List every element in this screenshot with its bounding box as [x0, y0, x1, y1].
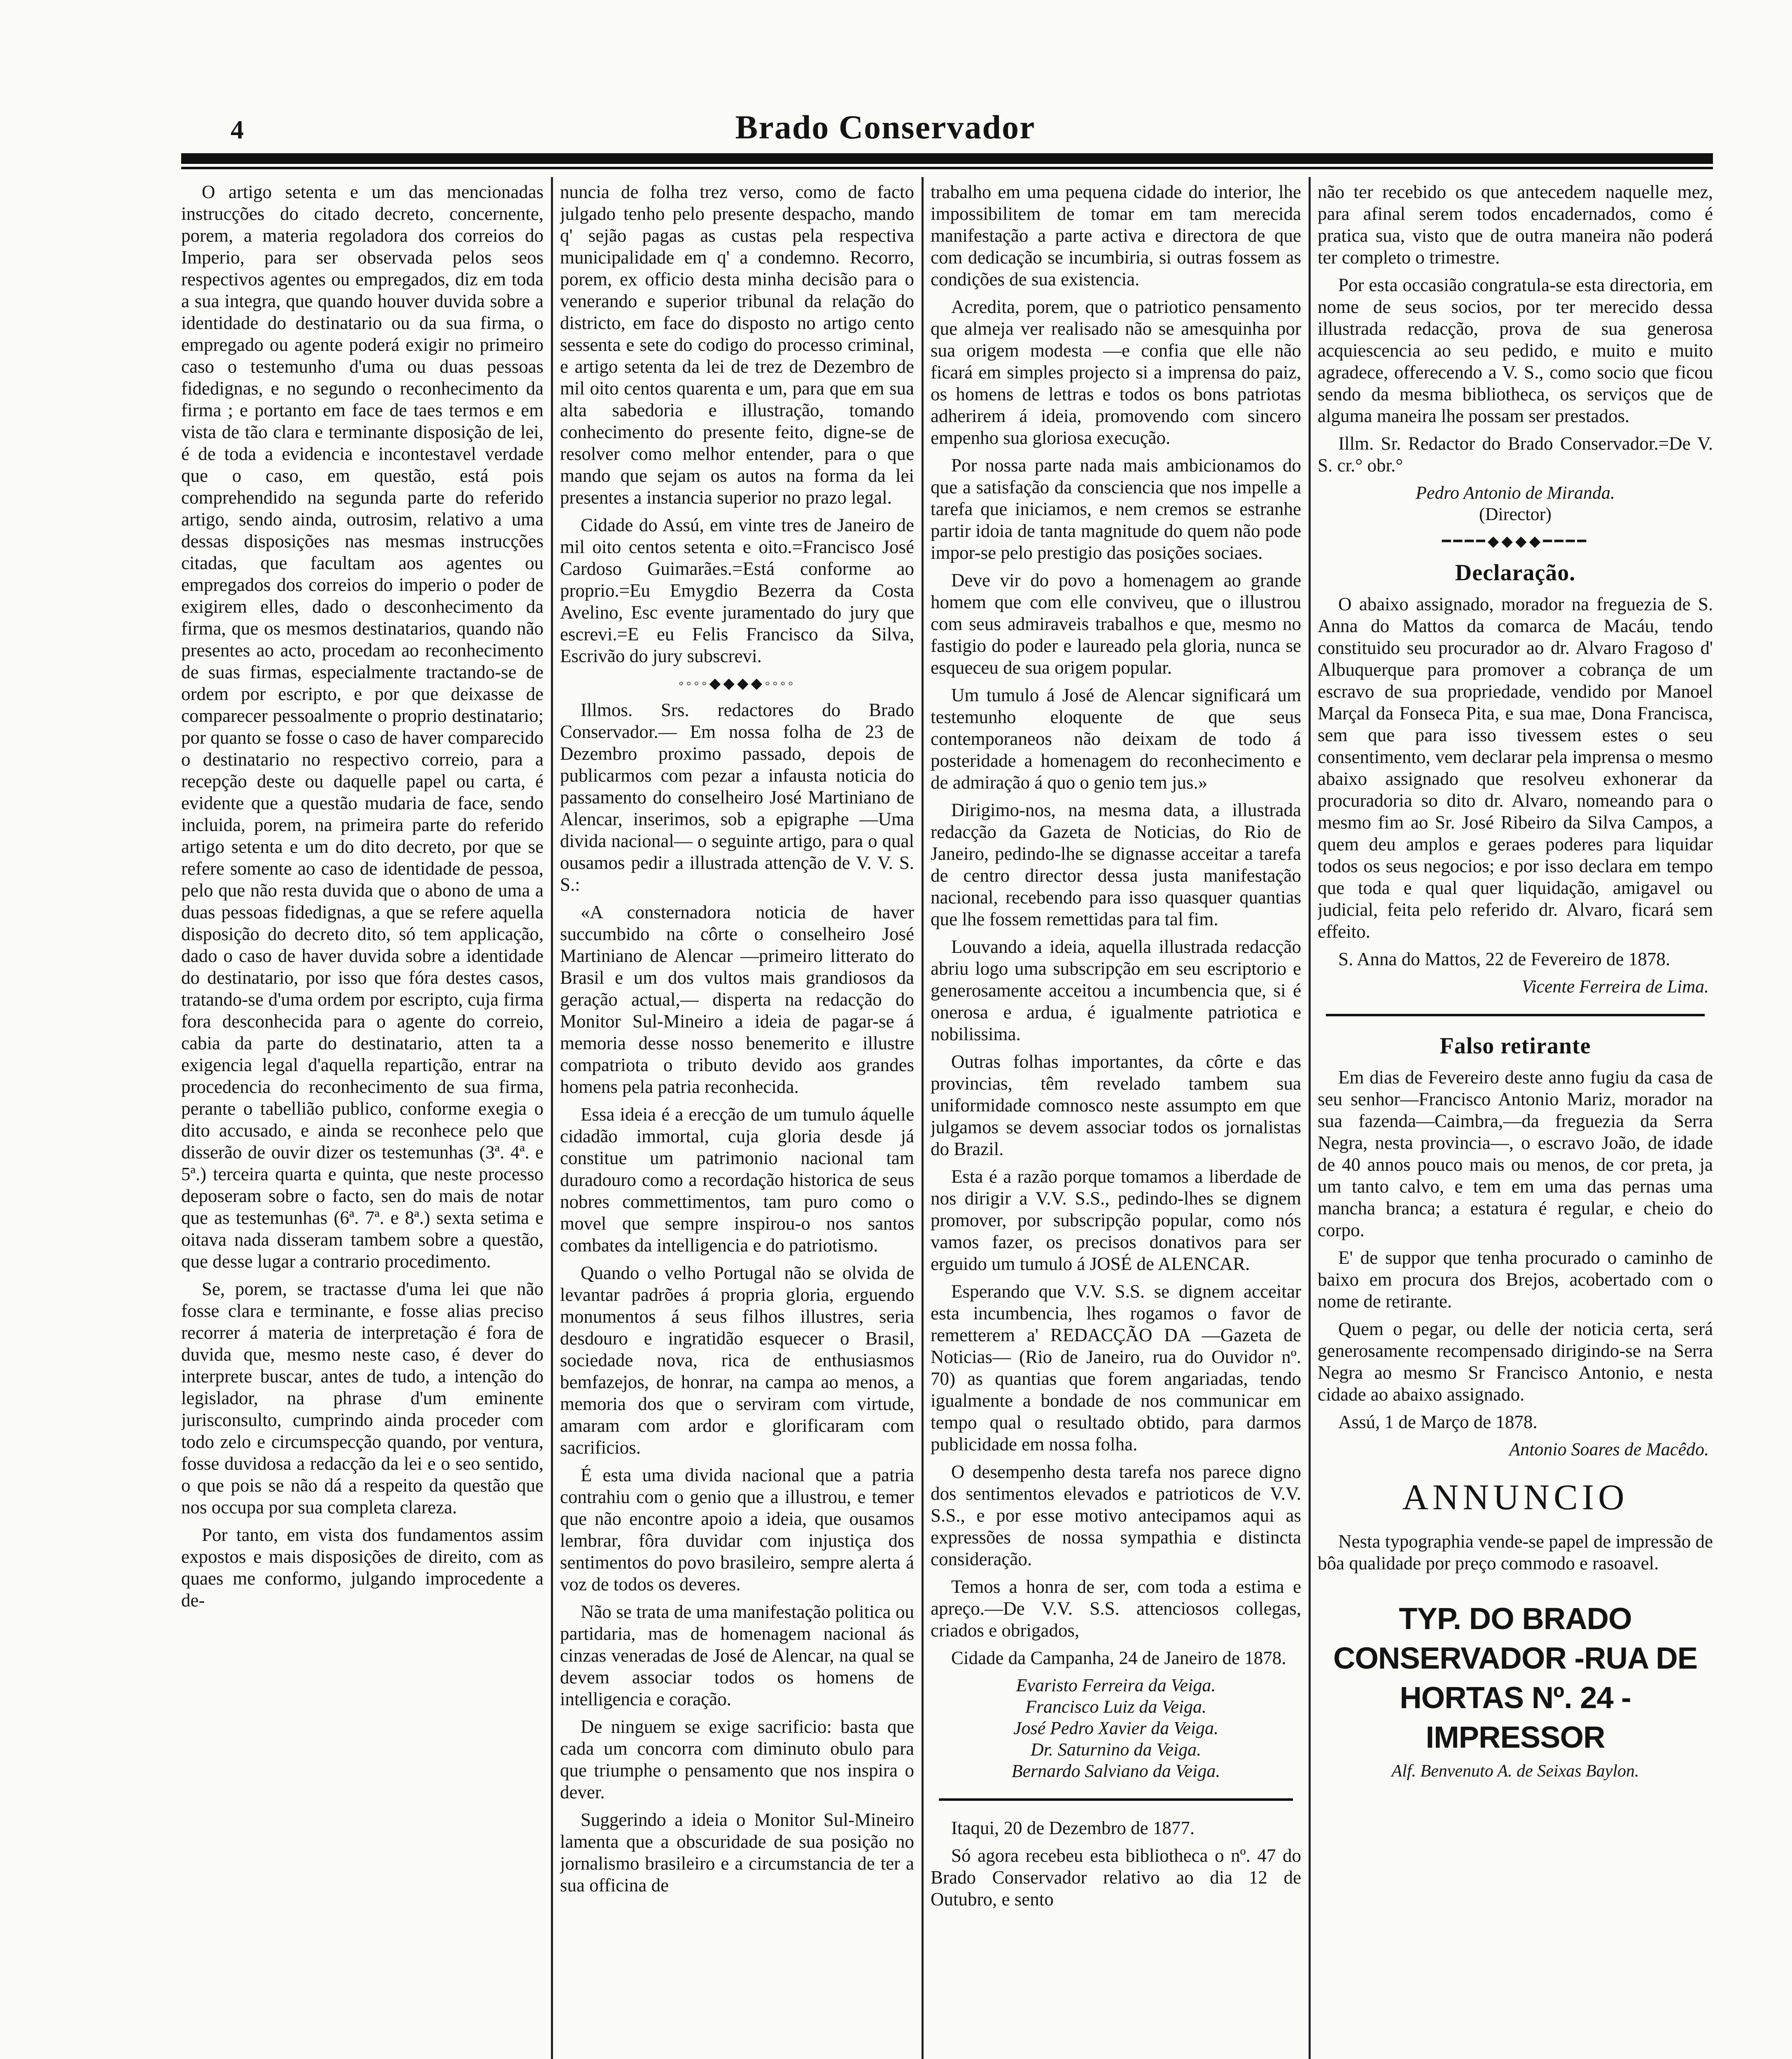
- signature: Antonio Soares de Macêdo.: [1509, 1439, 1709, 1459]
- signer: Dr. Saturnino da Veiga.: [1030, 1739, 1202, 1760]
- notice-paragraph: Nesta typographia vende-se papel de impressão de bôa qualidade por preço commodo e rasoavel.: [1318, 1531, 1713, 1573]
- heading-falso-retirante: Falso retirante: [1440, 1033, 1591, 1059]
- notice-date: Assú, 1 de Março de 1878.: [1338, 1412, 1538, 1432]
- letter-paragraph: Dirigimo-nos, na mesma data, a illustrada redacção da Gazeta de Noticias, do Rio de Janeiro, pedindo-lhe se dignasse acceitar a tarefa de centro director dessa justa manifestação nacional, recebendo para isso quasquer quantias que lhe fossem remettidas para tal fim.: [931, 800, 1301, 929]
- article-paragraph: Por tanto, em vista dos fundamentos assim expostos e mais disposições de direito, com as quaes me conformo, julgando improcedente a de-: [181, 1524, 544, 1611]
- letter-paragraph: Por esta occasião congratula-se esta directoria, em nome de seus socios, por ter merecido dessa illustrada redacção, prova de sua generosa acquiescencia ao seu pedido, e muito e muito agradece, offerecendo a V. S., como socio que ficou sendo da mesma bibliotheca, os serviços que de alguma maneira lhe possam ser prestados.: [1318, 275, 1713, 426]
- letter-paragraph: Suggerindo a ideia o Monitor Sul-Mineiro lamenta que a obscuridade de sua posição no jornalismo brasileiro e a circumstancia de ter a sua officina de: [560, 1809, 914, 1896]
- letter-paragraph: De ninguem se exige sacrificio: basta que cada um concorra com diminuto obulo para que triumphe o pensamento que nos inspira o dever.: [560, 1716, 914, 1802]
- letter-paragraph: O desempenho desta tarefa nos parece digno dos sentimentos elevados e patrioticos de V.V. S.S., e por esse motivo antecipamos aqui as expressões de nossa sympathia e distincta consideração.: [931, 1461, 1301, 1569]
- letter-paragraph: Só agora recebeu esta bibliotheca o nº. 47 do Brado Conservador relativo ao dia 12 de Outubro, e sento: [931, 1845, 1301, 1910]
- notice-paragraph: O abaixo assignado, morador na freguezia de S. Anna do Mattos da comarca de Macáu, tendo constituido seu procurador ao dr. Alvaro Fragoso d' Albuquerque para promover a cobrança de um escravo de sua propriedade, vendido por Manoel Marçal da Fonseca Pita, e sua mae, Dona Francisca, sem que para isso tivessem estes o seu consentimento, vem declarar pela imprensa o mesmo abaixo assignado que resolveu exhonerar da procuradoria so dito dr. Alvaro, nomeando para o mesmo fim ao Sr. José Ribeiro da Silva Campos, a quem deu amplos e geraes poderes para liquidar todos os seus negocios; e por isso declara em tempo que toda e qual quer liquidação, amigavel ou judicial, feita pelo referido dr. Alvaro, ficará sem effeito.: [1318, 594, 1713, 942]
- article-paragraph: Cidade do Assú, em vinte tres de Janeiro de mil oito centos setenta e oito.=Francisco José Cardoso Guimarães.=Está conforme ao proprio.=Eu Emygdio Bezerra da Costa Avelino, Esc evente juramentado do jury que escrevi.=E eu Felis Francisco da Silva, Escrivão do jury subscrevi.: [560, 515, 914, 666]
- article-paragraph: Se, porem, se tractasse d'uma lei que não fosse clara e terminante, e fosse alias preciso recorrer á materia de interpretação é fora de duvida que, mesmo neste caso, é dever do interprete buscar, antes de tudo, a intenção do legislador, na phrase d'um eminente jurisconsulto, cumprindo ainda proceder com todo zelo e circumspecção quando, por ventura, fosse duvidosa a redacção da lei e o seo sentido, o que pois se não dá a respeito da questão que nos occupa por sua completa clareza.: [181, 1279, 544, 1517]
- letter-paragraph: Louvando a ideia, aquella illustrada redacção abriu logo uma subscripção em seu escriptorio e generosamente acceitou a incumbencia que, si é onerosa e ardua, é igualmente patriotica e nobilissima.: [931, 936, 1301, 1044]
- article-paragraph: nuncia de folha trez verso, como de facto julgado tenho pelo presente despacho, mando q' sejão pagas as custas pela respectiva municipalidade em q' a condemno. Recorro, porem, ex officio desta minha decisão para o venerando e superior tribunal da relação do districto, em face do disposto no artigo cento sessenta e sete do codigo do processo criminal, e artigo setenta da lei de trez de Dezembro de mil oito centos quarenta e um, para que em sua alta sabedoria e illustração, tomando conhecimento do presente feito, digne-se de resolver como melhor entender, para o que mando que sejam os autos na forma da lei presentes a instancia superior no prazo legal.: [560, 182, 914, 508]
- ornament-divider: ━━━━◆◆◆◆━━━━: [1442, 533, 1589, 549]
- column-divider: [922, 177, 924, 2059]
- column-1: [181, 181, 544, 2059]
- notice-date: S. Anna do Mattos, 22 de Fevereiro de 1878.: [1338, 949, 1671, 969]
- letter-paragraph: não ter recebido os que antecedem naquelle mez, para afinal serem todos encadernados, como é pratica sua, visto que de outra maneira não poderá ter completo o trimestre.: [1318, 182, 1713, 268]
- letter-paragraph: É esta uma divida nacional que a patria contrahiu com o genio que a illustrou, e temer que não encontre apoio a ideia, que ousamos lembrar, fôra duvidar com injustiça dos sentimentos do povo brasileiro, sempre alerta á voz de todos os deveres.: [560, 1465, 914, 1594]
- column-4: [1318, 181, 1713, 2059]
- letter-paragraph: Outras folhas importantes, da côrte e das provincias, têm revelado tambem sua uniformidade comnosco neste assumpto em que julgamos se devem associar todos os jornalistas do Brazil.: [931, 1051, 1301, 1159]
- letter-paragraph: Um tumulo á José de Alencar significará um testemunho eloquente de que seus contemporaneos não deixam de todo á posteridade a homenagem do reconhecimento e de admiração á quo o genio tem jus.»: [931, 685, 1301, 793]
- letter-paragraph: Illmos. Srs. redactores do Brado Conservador.— Em nossa folha de 23 de Dezembro proximo passado, depois de publicarmos com pezar a infausta noticia do passamento do conselheiro José Martiniano de Alencar, inserimos, sob a epigraphe —Uma divida nacional— o seguinte artigo, para o qual ousamos pedir a illustrada attenção de V. V. S. S.:: [560, 700, 914, 895]
- header-rule: [181, 153, 1713, 164]
- letter-paragraph: Deve vir do povo a homenagem ao grande homem que com elle conviveu, que o illustrou com seus admiraveis trabalhos e que, mesmo no fastigio do poder e laureado pela gloria, nunca se esqueceu de sua origem popular.: [931, 570, 1301, 678]
- article-paragraph: O artigo setenta e um das mencionadas instrucções do citado decreto, concernente, porem, a materia regoladora dos correios do Imperio, para ser observada pelos seos respectivos agentes ou empregados, diz em toda a sua integra, que quando houver duvida sobre a identidade do destinatario ou da sua firma, o empregado ou agente poderá exigir no primeiro caso o testemunho d'uma ou duas pessoas fidedignas, e no segundo o reconhecimento da firma ; e portanto em face de taes termos e em vista de tão clara e terminante disposição de lei, é de toda a evidencia e incontestavel verdade que o caso, em questão, está pois comprehendido na segunda parte do referido artigo, sendo ainda, outrosim, relativo a uma dessas disposições nas mesmas instrucções citadas, que facultam aos agentes ou empregados dos correios do imperio o poder de exigirem elles, dado o desconhecimento da firma, que os mesmos destinatarios, quando não presentes ao acto, procedam ao reconhecimento de suas firmas, especialmente tractando-se de ordem por escripto, e por que deixasse de comparecer pessoalmente o proprio destinatario; por quanto se fosse o caso de haver comparecido o destinatario no respectivo correio, para a recepção deste ou daquelle papel ou carta, é evidente que a questão mudaria de face, sendo incluida, porem, na primeira parte do referido artigo setenta e um do dito decreto, por que se refere somente ao caso de identidade de pessoa, pelo que não resta duvida que o abono de uma a duas pessoas fidedignas, a que se refere aquella disposição do decreto dito, só tem applicação, dado o caso de haver duvida sobre a identidade do destinatario, por isso que fóra destes casos, tratando-se d'uma ordem por escripto, cuja firma fora desconhecida para o agente do correio, cabia da parte do destinatario, atten ta a exigencia legal d'aquella repartição, entrar na procedencia do reconhecimento de sua firma, perante o tabellião publico, conforme exegia o dito accusado, e ainda se reconhece pelo que disserão de ouvir dizer os testemunhas (3ª. 4ª. e 5ª.) terceira quarta e quinta, que neste processo deposeram sobre o facto, sen do mais de notar que as testemunhas (6ª. 7ª. e 8ª.) sexta setima e oitava nada disseram tambem sobre a questão, que desse lugar a contrario procedimento.: [181, 182, 544, 1272]
- notice-paragraph: E' de suppor que tenha procurado o caminho de baixo em procura dos Brejos, acobertado com o nome de retirante.: [1318, 1247, 1713, 1312]
- signer: Francisco Luiz da Veiga.: [1025, 1697, 1206, 1717]
- notice-paragraph: Em dias de Fevereiro deste anno fugiu da casa de seu senhor—Francisco Antonio Mariz, morador na sua fazenda—Caimbra,—da freguezia da Serra Negra, nesta provincia—, o escravo João, de idade de 40 annos pouco mais ou menos, de cor preta, ja um tanto calvo, e tem em uma das pernas uma mancha branca; a estatura é regular, e cheio do corpo.: [1318, 1067, 1713, 1240]
- signer: Bernardo Salviano da Veiga.: [1011, 1761, 1220, 1781]
- section-rule: [939, 1798, 1293, 1801]
- letter-paragraph: Não se trata de uma manifestação politica ou partidaria, mas de homenagem nacional ás cinzas veneradas de José de Alencar, na qual se devem associar todos os homens de intelligencia e coração.: [560, 1601, 914, 1709]
- header-rule-thin: [181, 167, 1713, 169]
- letter-paragraph: trabalho em uma pequena cidade do interior, lhe impossibilitem de tomar em tam merecida manifestação a parte activa e directora de que com dedicação se incumbiria, si outras fossem as condições de sua existencia.: [931, 182, 1301, 289]
- section-rule: [1326, 1014, 1705, 1016]
- signature: Vicente Ferreira de Lima.: [1521, 976, 1709, 997]
- page-number: 4: [231, 115, 244, 144]
- signer: José Pedro Xavier da Veiga.: [1013, 1718, 1219, 1738]
- signature-name: Pedro Antonio de Miranda.: [1416, 483, 1615, 503]
- imprint: TYP. DO BRADO CONSERVADOR -RUA DE HORTAS Nº. 24 -IMPRESSOR: [1333, 1601, 1698, 1754]
- letter-paragraph: Temos a honra de ser, com toda a estima e apreço.—De V.V. S.S. attenciosos collegas, criados e obrigados,: [931, 1576, 1301, 1641]
- masthead: Brado Conservador: [735, 108, 1036, 146]
- heading-declaracao: Declaração.: [1455, 560, 1576, 586]
- heading-annuncio: ANNUNCIO: [1402, 1478, 1629, 1517]
- signature-role: (Director): [1479, 504, 1552, 524]
- letter-paragraph: Essa ideia é a erecção de um tumulo áquelle cidadão immortal, cuja gloria desde já constitue um patrimonio nacional tam duradouro como a recordação historica de seus nobres commettimentos, tam puro como o movel que sempre inspirou-o nos santos combates da intelligencia e do patriotismo.: [560, 1104, 914, 1256]
- column-2: [560, 181, 914, 2059]
- signer: Evaristo Ferreira da Veiga.: [1016, 1675, 1216, 1695]
- letter-paragraph: «A consternadora noticia de haver succumbido na côrte o conselheiro José Martiniano de Alencar —primeiro litterato do Brasil e um dos vultos mais grandiosos da geração actual,— disperta na redacção do Monitor Sul-Mineiro a ideia de pagar-se á memoria desse nosso benemerito e illustre compatriota o tributo devido aos grandes homens pela patria reconhecida.: [560, 902, 914, 1097]
- notice-paragraph: Quem o pegar, ou delle der noticia certa, será generosamente recompensado dirigindo-se na Serra Negra ao mesmo Sr Francisco Antonio, e nesta cidade ao abaixo assignado.: [1318, 1319, 1713, 1405]
- letter-closing: Illm. Sr. Redactor do Brado Conservador.=De V. S. cr.° obr.°: [1318, 433, 1713, 476]
- column-divider: [1309, 177, 1311, 2059]
- letter-paragraph: Quando o velho Portugal não se olvida de levantar padrões á propria gloria, erguendo monumentos á seus filhos illustres, seria desdouro e ingratidão esquecer o Brasil, sociedade nova, rica de enthusiasmos bemfazejos, de honrar, na campa ao menos, a memoria dos que o serviram com virtude, amaram com ardor e glorificaram com sacrificios.: [560, 1263, 914, 1458]
- letter-paragraph: Esperando que V.V. S.S. se dignem acceitar esta incumbencia, lhes rogamos o favor de remetterem a' REDACÇÃO DA —Gazeta de Noticias— (Rio de Janeiro, rua do Ouvidor nº. 70) as quantias que forem angariadas, tendo igualmente a bondade de nos communicar em tempo qual o resultado obtido, para darmos publicidade em nossa folha.: [931, 1281, 1301, 1454]
- letter-paragraph: Acredita, porem, que o patriotico pensamento que almeja ver realisado não se amesquinha por sua origem modesta —e confia que elle não ficará em simples projecto si a imprensa do paiz, os homens de lettras e todos os bons patriotas adherirem á ideia, promovendo com sincero empenho sua gloriosa execução.: [931, 296, 1301, 448]
- place-date: Cidade da Campanha, 24 de Janeiro de 1878.: [951, 1648, 1286, 1668]
- ornament-divider: ◦◦◦◦◆◆◆◆◦◦◦◦: [678, 675, 796, 691]
- imprint-printer: Alf. Benvenuto A. de Seixas Baylon.: [1391, 1762, 1639, 1781]
- letter-paragraph: Esta é a razão porque tomamos a liberdade de nos dirigir a V.V. S.S., pedindo-lhes se dignem promover, por subscripção popular, como nós vamos fazer, os precisos donativos para ser erguido um tumulo á JOSÉ de ALENCAR.: [931, 1166, 1301, 1274]
- itaqui-date: Itaqui, 20 de Dezembro de 1877.: [951, 1818, 1195, 1838]
- column-divider: [551, 177, 553, 2059]
- letter-paragraph: Por nossa parte nada mais ambicionamos do que a satisfação da consciencia que nos impelle a tarefa que iniciamos, e nem cremos se estranhe partir idoia de tanta magnitude do quem não pode impor-se pelo prestigio das posições sociaes.: [931, 455, 1301, 563]
- column-3: [931, 181, 1301, 2059]
